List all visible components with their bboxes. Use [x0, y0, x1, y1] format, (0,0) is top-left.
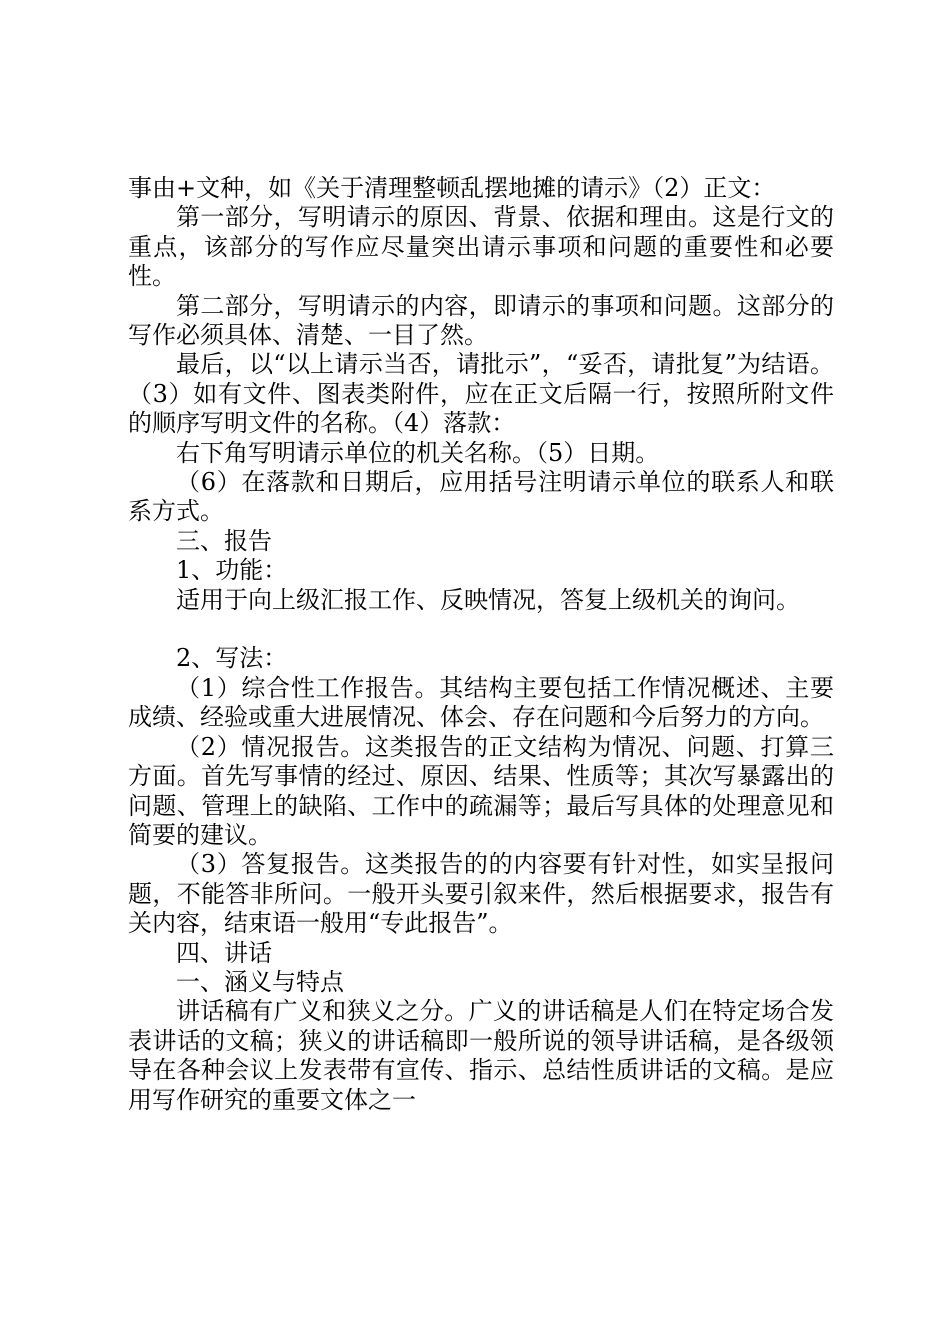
paragraph: 第二部分，写明请示的内容，即请示的事项和问题。这部分的写作必须具体、清楚、一目了然。	[128, 291, 834, 350]
paragraph: 讲话稿有广义和狭义之分。广义的讲话稿是人们在特定场合发表讲话的文稿；狭义的讲话稿即一般所说的领导讲话稿，是各级领导在各种会议上发表带有宣传、指示、总结性质讲话的文稿。是应用写作研究的重要文体之一	[128, 997, 834, 1114]
paragraph: （3）答复报告。这类报告的的内容要有针对性，如实呈报问题，不能答非所问。一般开头要引叙来件，然后根据要求，报告有关内容，结束语一般用“专此报告”。	[128, 850, 834, 938]
section-heading: 四、讲话	[176, 938, 272, 967]
section-heading: 三、报告	[176, 526, 272, 555]
subsection-heading: 1、功能：	[176, 556, 288, 585]
document-body	[128, 174, 834, 1115]
paragraph: 第一部分，写明请示的原因、背景、依据和理由。这是行文的重点，该部分的写作应尽量突出请示事项和问题的重要性和必要性。	[128, 203, 834, 291]
paragraph: （6）在落款和日期后，应用括号注明请示单位的联系人和联系方式。	[128, 468, 834, 526]
paragraph: 最后，以“以上请示当否，请批示”，“妥否，请批复”为结语。（3）如有文件、图表类附件，应在正文后隔一行，按照所附文件的顺序写明文件的名称。（4）落款：	[128, 350, 834, 438]
subsection-heading: 一、涵义与特点	[176, 967, 344, 996]
blank-line	[128, 615, 834, 644]
paragraph: （2）情况报告。这类报告的正文结构为情况、问题、打算三方面。首先写事情的经过、原因、结果、性质等；其次写暴露出的问题、管理上的缺陷、工作中的疏漏等；最后写具体的处理意见和简要的建议。	[128, 732, 834, 849]
paragraph: 右下角写明请示单位的机关名称。（5）日期。	[176, 438, 660, 467]
paragraph: （1）综合性工作报告。其结构主要包括工作情况概述、主要成绩、经验或重大进展情况、体会、存在问题和今后努力的方向。	[128, 673, 834, 732]
paragraph: 适用于向上级汇报工作、反映情况，答复上级机关的询问。	[176, 585, 800, 614]
paragraph: 事由+文种，如《关于清理整顿乱摆地摊的请示》（2）正文：	[128, 174, 776, 202]
subsection-heading: 2、写法：	[176, 644, 288, 673]
